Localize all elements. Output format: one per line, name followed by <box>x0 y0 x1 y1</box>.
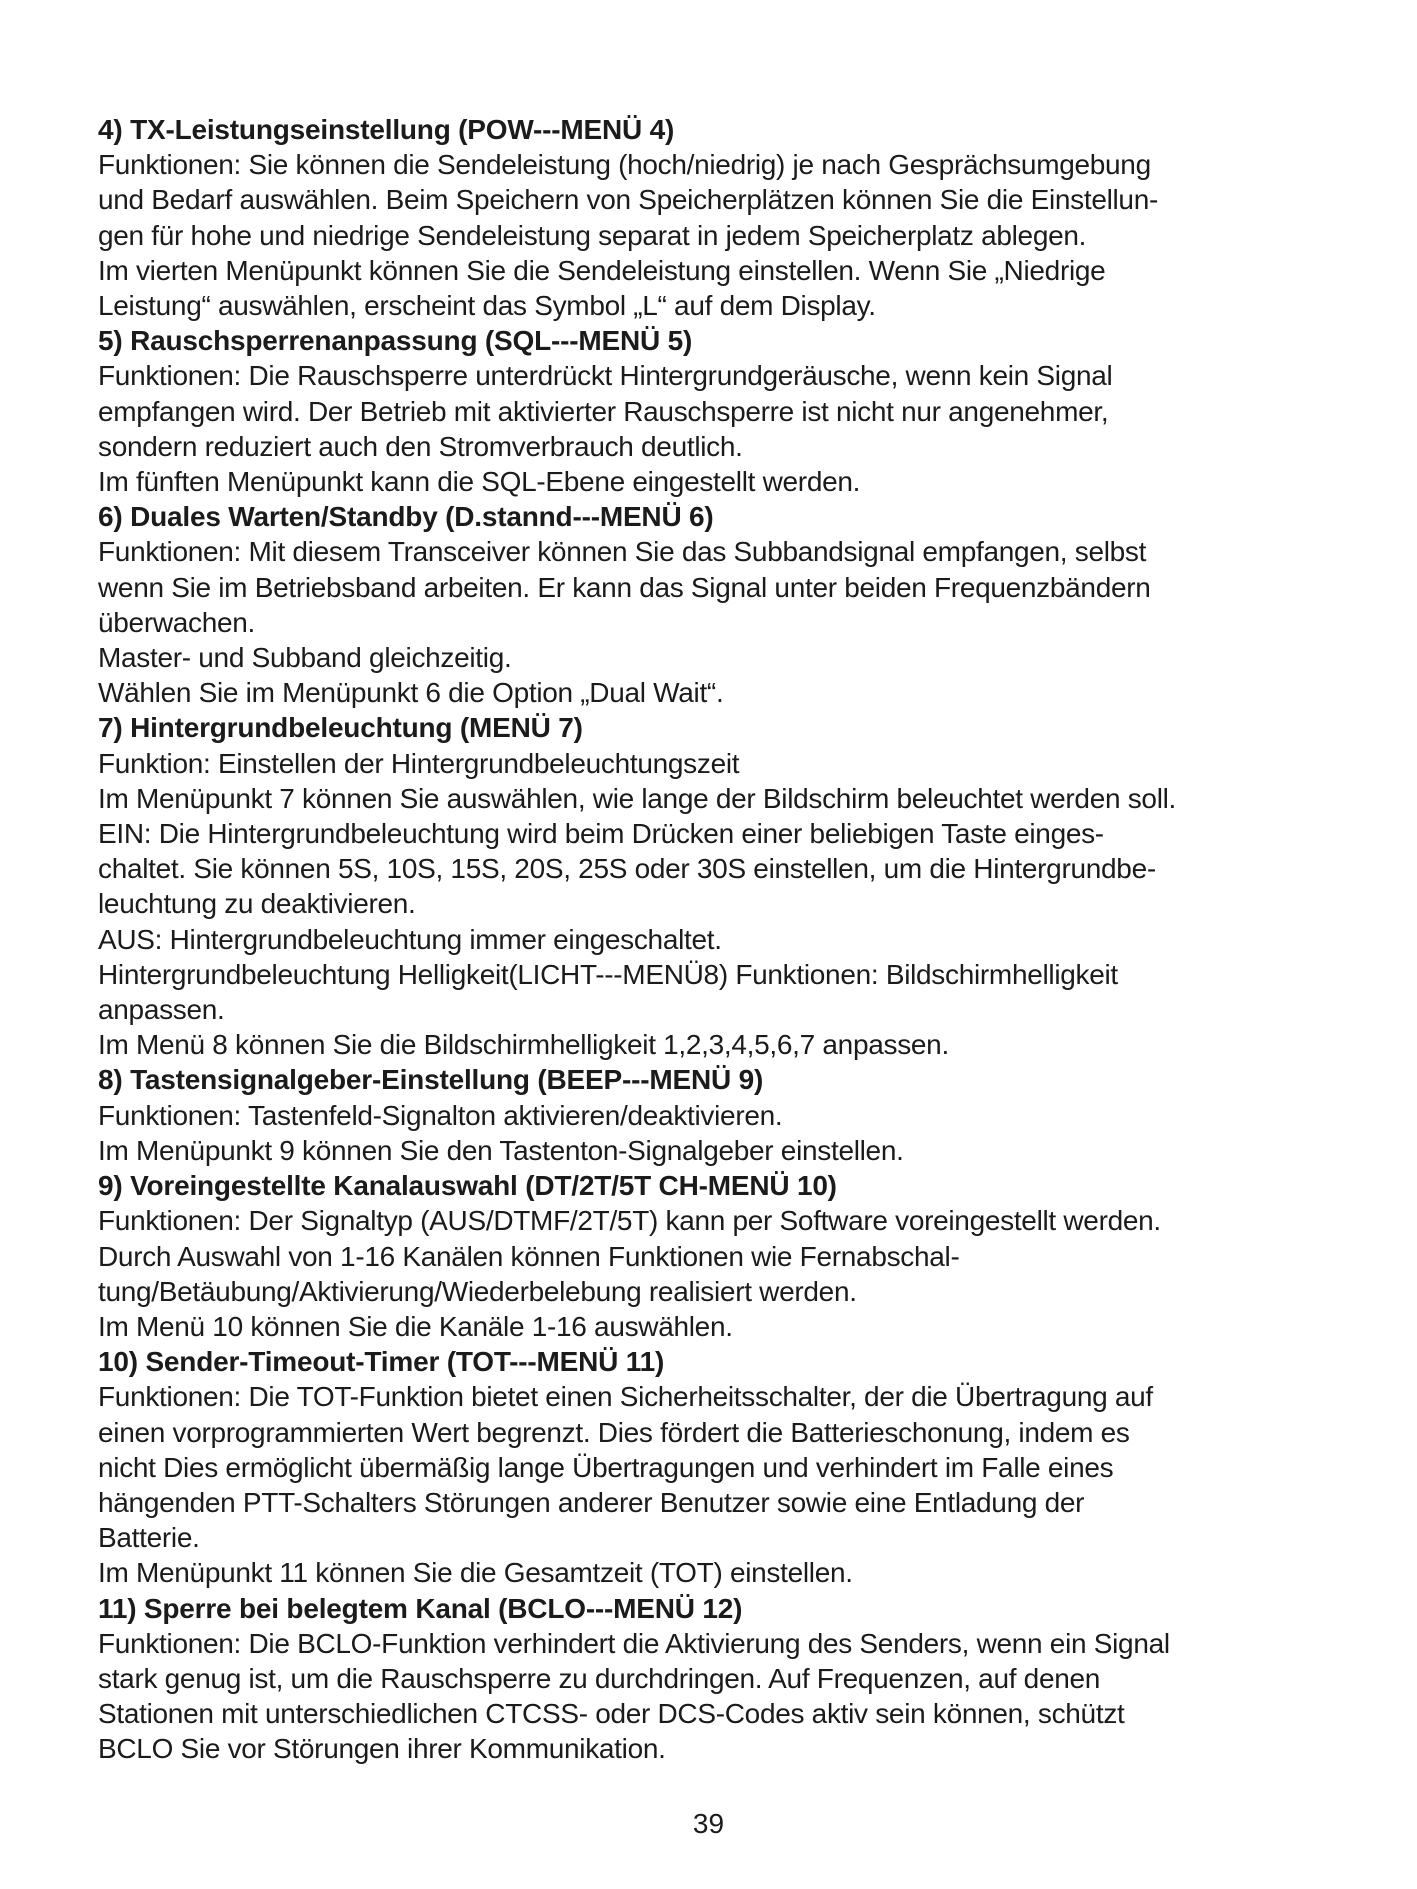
text-line: AUS: Hintergrundbeleuchtung immer eingeschaltet. <box>98 923 722 955</box>
text-line: empfangen wird. Der Betrieb mit aktivierter Rauschsperre ist nicht nur angenehmer, <box>98 395 1109 427</box>
text-line: leuchtung zu deaktivieren. <box>98 888 416 920</box>
text-line: überwachen. <box>98 606 256 638</box>
text-line: chaltet. Sie können 5S, 10S, 15S, 20S, 25S oder 30S einstellen, um die Hintergrundbe- <box>98 853 1156 885</box>
section-heading: 11) Sperre bei belegtem Kanal (BCLO---MENÜ 12) <box>98 1592 743 1624</box>
text-line: anpassen. <box>98 994 225 1026</box>
text-line: Durch Auswahl von 1-16 Kanälen können Funktionen wie Fernabschal- <box>98 1240 960 1272</box>
text-line: Im Menüpunkt 11 können Sie die Gesamtzeit (TOT) einstellen. <box>98 1557 853 1589</box>
section-heading: 5) Rauschsperrenanpassung (SQL---MENÜ 5) <box>98 325 693 357</box>
text-line: stark genug ist, um die Rauschsperre zu durchdringen. Auf Frequenzen, auf denen <box>98 1662 1101 1694</box>
text-line: Im Menü 10 können Sie die Kanäle 1-16 auswählen. <box>98 1310 733 1342</box>
text-line: Stationen mit unterschiedlichen CTCSS- oder DCS-Codes aktiv sein können, schützt <box>98 1698 1125 1730</box>
section-heading: 6) Duales Warten/Standby (D.stannd---MENÜ 6) <box>98 501 714 533</box>
text-line: nicht Dies ermöglicht übermäßig lange Übertragungen und verhindert im Falle eines <box>98 1451 1114 1483</box>
text-line: Im vierten Menüpunkt können Sie die Sendeleistung einstellen. Wenn Sie „Niedrige <box>98 254 1106 286</box>
page-number: 39 <box>692 1808 725 1839</box>
section-heading: 8) Tastensignalgeber-Einstellung (BEEP---MENÜ 9) <box>98 1064 764 1096</box>
text-line: Funktionen: Der Signaltyp (AUS/DTMF/2T/5T) kann per Software voreingestellt werden. <box>98 1205 1161 1237</box>
text-line: Funktionen: Die TOT-Funktion bietet einen Sicherheitsschalter, der die Übertragung auf <box>98 1381 1153 1413</box>
body-text <box>98 112 1348 1767</box>
text-line: Funktionen: Sie können die Sendeleistung (hoch/niedrig) je nach Gesprächsumgebung <box>98 149 1151 181</box>
text-line: Wählen Sie im Menüpunkt 6 die Option „Dual Wait“. <box>98 677 724 709</box>
text-line: Batterie. <box>98 1522 200 1554</box>
text-line: Hintergrundbeleuchtung Helligkeit(LICHT---MENÜ8) Funktionen: Bildschirmhelligkeit <box>98 958 1118 990</box>
text-line: einen vorprogrammierten Wert begrenzt. Dies fördert die Batterieschonung, indem es <box>98 1416 1130 1448</box>
text-line: gen für hohe und niedrige Sendeleistung separat in jedem Speicherplatz ablegen. <box>98 219 1087 251</box>
section-heading: 9) Voreingestellte Kanalauswahl (DT/2T/5T CH-MENÜ 10) <box>98 1170 837 1202</box>
text-line: Funktionen: Mit diesem Transceiver können Sie das Subbandsignal empfangen, selbst <box>98 536 1147 568</box>
text-line: Master- und Subband gleichzeitig. <box>98 642 512 674</box>
text-line: BCLO Sie vor Störungen ihrer Kommunikation. <box>98 1733 666 1765</box>
text-line: EIN: Die Hintergrundbeleuchtung wird beim Drücken einer beliebigen Taste einges- <box>98 818 1104 850</box>
text-line: Leistung“ auswählen, erscheint das Symbol „L“ auf dem Display. <box>98 290 876 322</box>
section-heading: 7) Hintergrundbeleuchtung (MENÜ 7) <box>98 712 583 744</box>
text-line: Funktionen: Die Rauschsperre unterdrückt Hintergrundgeräusche, wenn kein Signal <box>98 360 1113 392</box>
text-line: Im fünften Menüpunkt kann die SQL-Ebene eingestellt werden. <box>98 466 861 498</box>
text-line: hängenden PTT-Schalters Störungen anderer Benutzer sowie eine Entladung der <box>98 1486 1085 1518</box>
text-line: Im Menü 8 können Sie die Bildschirmhelligkeit 1,2,3,4,5,6,7 anpassen. <box>98 1029 949 1061</box>
text-line: sondern reduziert auch den Stromverbrauch deutlich. <box>98 430 743 462</box>
text-line: Funktionen: Tastenfeld-Signalton aktivieren/deaktivieren. <box>98 1099 783 1131</box>
section-heading: 10) Sender-Timeout-Timer (TOT---MENÜ 11) <box>98 1346 665 1378</box>
text-line: Im Menüpunkt 9 können Sie den Tastenton-Signalgeber einstellen. <box>98 1134 904 1166</box>
section-heading: 4) TX-Leistungseinstellung (POW---MENÜ 4) <box>98 114 675 145</box>
text-line: Im Menüpunkt 7 können Sie auswählen, wie lange der Bildschirm beleuchtet werden soll. <box>98 782 1177 814</box>
text-line: Funktion: Einstellen der Hintergrundbeleuchtungszeit <box>98 747 740 779</box>
text-line: Funktionen: Die BCLO-Funktion verhindert die Aktivierung des Senders, wenn ein Signal <box>98 1627 1170 1659</box>
text-line: und Bedarf auswählen. Beim Speichern von Speicherplätzen können Sie die Einstellun- <box>98 184 1159 216</box>
text-line: tung/Betäubung/Aktivierung/Wiederbelebung realisiert werden. <box>98 1275 857 1307</box>
text-line: wenn Sie im Betriebsband arbeiten. Er kann das Signal unter beiden Frequenzbändern <box>98 571 1151 603</box>
